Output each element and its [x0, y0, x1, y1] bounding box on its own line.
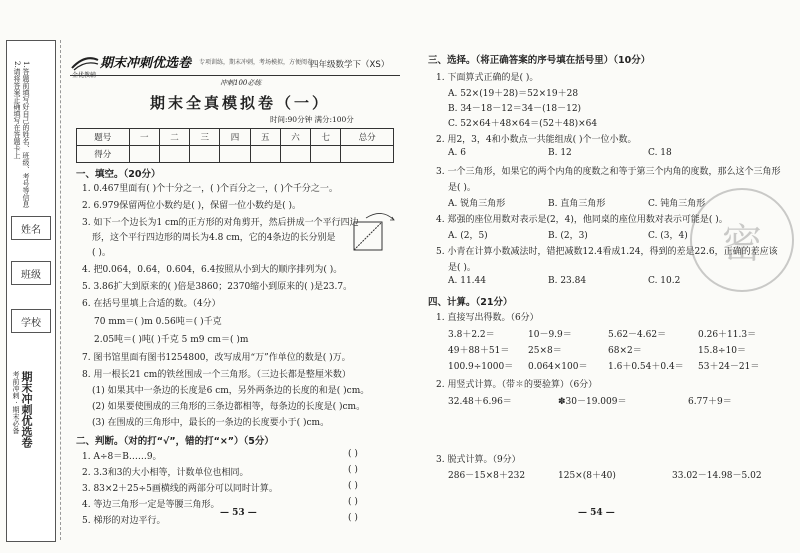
calc-item: 10－9.9＝	[528, 330, 572, 340]
question-5: 5. 3.86扩大到原来的( )倍是3860；2370缩小到原来的( )是23.7。	[82, 282, 353, 292]
score-input[interactable]	[341, 146, 394, 163]
judge-answer[interactable]: ( )	[348, 465, 358, 475]
calc-3-title: 3. 脱式计算。（9分）	[436, 455, 521, 465]
calc-item: 100.9÷1000＝	[448, 362, 514, 372]
choice-4-option-b: B. (2，3)	[548, 231, 588, 241]
vertical-calc-item: 6.77＋9＝	[688, 397, 732, 407]
score-cell: 三	[190, 129, 220, 146]
calc-1-title: 1. 直接写出得数。（6分）	[436, 313, 539, 323]
score-cell: 六	[280, 129, 310, 146]
judge-5: 5. 梯形的对边平行。	[82, 516, 166, 526]
calc-item: 49＋88＋51＝	[448, 346, 510, 356]
score-input[interactable]	[220, 146, 250, 163]
header-logo	[70, 48, 313, 74]
score-input[interactable]	[280, 146, 310, 163]
judge-answer[interactable]: ( )	[348, 481, 358, 491]
score-cell: 题号	[77, 129, 130, 146]
page-title: 期末全真模拟卷（一）	[150, 94, 331, 112]
note-1: 1.答题前填写好自己的姓名、班级、考号等信息	[22, 61, 30, 208]
time-score: 时间:90分钟 满分:100分	[270, 115, 354, 124]
judge-3: 3. 83×2＋25÷5画横线的两部分可以同时计算。	[82, 484, 278, 494]
score-input[interactable]	[311, 146, 341, 163]
stamp-text: 密	[722, 220, 762, 267]
judge-2: 2. 3.3和3的大小相等，计数单位也相同。	[82, 468, 249, 478]
class-field[interactable]	[11, 261, 51, 285]
calc-item: 0.26＋11.3＝	[698, 330, 757, 340]
binding-sub: 考前冲刺 · 期末必备	[12, 371, 20, 434]
slogan: 专项训练，期末冲刺，考场模拟，方便阅卷	[199, 58, 314, 66]
choice-4-option-a: A. (2，5)	[448, 231, 488, 241]
cut-line	[60, 40, 61, 540]
choice-1a: A. 52×(19＋28)＝52×19＋28	[448, 89, 579, 99]
score-cell: 五	[250, 129, 280, 146]
question-3a: 3. 如下一个边长为1 cm的正方形的对角剪开，然后拼成一个平行四边	[82, 218, 359, 228]
stepwise-calc-item: 125×(8＋40)	[558, 471, 616, 481]
choice-5-option-b: B. 23.84	[548, 276, 587, 286]
page-number-53: — 53 —	[220, 508, 257, 518]
book-icon	[70, 50, 100, 72]
note-2: 2.请将答案正确填写在答题卡上	[13, 61, 21, 159]
score-label: 得分	[77, 146, 130, 163]
calc-item: 3.8＋2.2＝	[448, 330, 495, 340]
calc-item: 25×8＝	[528, 346, 562, 356]
name-label: 姓名	[21, 224, 41, 236]
choice-1c: C. 52×64＋48×64＝(52＋48)×64	[448, 119, 598, 129]
stepwise-calc-item: 33.02－14.98－5.02	[672, 471, 762, 481]
score-input[interactable]	[250, 146, 280, 163]
choice-3-option-c: C. 钝角三角形	[648, 199, 706, 209]
question-3c: ( )。	[92, 248, 111, 258]
section-1-title: 一、填空。（20分）	[76, 169, 161, 180]
binding-brand: 期末冲刺优选卷	[20, 371, 33, 448]
publisher: 金优教辅	[72, 72, 97, 79]
choice-5-option-c: C. 10.2	[648, 276, 681, 286]
question-6b: 2.05吨＝( )吨( )千克 5 m9 cm＝( )m	[94, 335, 249, 345]
choice-4: 4. 郑强的座位用数对表示是(2，4)，他同桌的座位用数对表示可能是( )。	[436, 215, 728, 225]
choice-2-option-c: C. 18	[648, 148, 672, 158]
question-8: 8. 用一根长21 cm的铁丝围成一个三角形。（三边长都是整厘米数）	[82, 370, 351, 380]
grade-tag: 四年级数学下（XS）	[310, 60, 390, 70]
question-8b: (2) 如果要使围成的三角形的三条边都相等，每条边的长度是( )cm。	[92, 402, 366, 412]
calc-item: 5.62－4.62＝	[608, 330, 667, 340]
question-3b: 形，这个平行四边形的周长为4.8 cm，它的4条边的长分别是	[92, 233, 336, 243]
score-table	[76, 128, 394, 163]
judge-answer[interactable]: ( )	[348, 449, 358, 459]
calc-item: 68×2＝	[608, 346, 642, 356]
question-8a: (1) 如果其中一条边的长度是6 cm，另外两条边的长度的和是( )cm。	[92, 386, 370, 396]
judge-answer[interactable]: ( )	[348, 513, 358, 523]
choice-5-option-a: A. 11.44	[448, 276, 486, 286]
page-number-54: — 54 —	[578, 508, 615, 518]
score-cell: 总分	[341, 129, 394, 146]
confidential-stamp	[690, 188, 794, 292]
choice-1: 1. 下面算式正确的是( )。	[436, 73, 539, 83]
exam-notes	[12, 61, 30, 221]
question-4: 4. 把0.064，0.64，0.604，6.4按照从小到大的顺序排列为( )。	[82, 265, 343, 275]
question-6: 6. 在括号里填上合适的数。（4分）	[82, 299, 221, 309]
judge-1: 1. A÷8＝B……9。	[82, 452, 162, 462]
question-6a: 70 mm＝( )m 0.56吨＝( )千克	[94, 317, 222, 327]
question-2: 2. 6.979保留两位小数约是( )，保留一位小数约是( )。	[82, 201, 301, 211]
score-cell: 四	[220, 129, 250, 146]
motto: 冲刺100必练	[220, 79, 262, 87]
school-field[interactable]	[11, 309, 51, 333]
page-53	[70, 44, 400, 524]
section-3-title: 三、选择。（将正确答案的序号填在括号里）（10分）	[428, 55, 651, 66]
choice-1b: B. 34－18－12＝34－(18－12)	[448, 104, 582, 114]
vertical-calc-item: 32.48＋6.96＝	[448, 397, 512, 407]
choice-5b: 是( )。	[448, 263, 476, 273]
logo-text: 期末冲刺优选卷	[100, 55, 192, 71]
choice-3-option-b: B. 直角三角形	[548, 199, 606, 209]
calc-2-title: 2. 用竖式计算。（带✽的要验算）（6分）	[436, 380, 598, 390]
score-input[interactable]	[129, 146, 159, 163]
question-7: 7. 图书馆里面有图书1254800，改写成用“万”作单位的数是( )万。	[82, 353, 351, 363]
vertical-calc-item: ✽30－19.009＝	[558, 397, 627, 407]
choice-3a: 3. 一个三角形，如果它的两个内角的度数之和等于第三个内角的度数，那么这个三角形	[436, 167, 781, 177]
calc-item: 15.8÷10＝	[698, 346, 747, 356]
score-input[interactable]	[190, 146, 220, 163]
choice-2: 2. 用2，3，4和小数点一共能组成( )个一位小数。	[436, 135, 637, 145]
square-diagram	[352, 208, 398, 252]
header-rule	[70, 75, 400, 76]
choice-4-option-c: C. (3，4)	[648, 231, 688, 241]
calc-item: 0.064×100＝	[528, 362, 588, 372]
class-label: 班级	[21, 269, 41, 281]
score-cell: 二	[159, 129, 189, 146]
school-label: 学校	[21, 317, 41, 329]
score-cell: 一	[129, 129, 159, 146]
section-2-title: 二、判断。（对的打“√”，错的打“×”）（5分）	[76, 436, 274, 447]
score-input[interactable]	[159, 146, 189, 163]
choice-2-option-a: A. 6	[448, 148, 466, 158]
score-value-row	[77, 146, 394, 163]
calc-item: 1.6＋0.54＋0.4＝	[608, 362, 684, 372]
choice-5a: 5. 小青在计算小数减法时，错把减数12.4看成1.24，得到的差是22.6，正确的差应该	[436, 247, 778, 257]
judge-answer[interactable]: ( )	[348, 497, 358, 507]
judge-4: 4. 等边三角形一定是等腰三角形。	[82, 500, 220, 510]
score-cell: 七	[311, 129, 341, 146]
question-1: 1. 0.467里面有( )个十分之一，( )个百分之一，( )个千分之一。	[82, 184, 338, 194]
choice-2-option-b: B. 12	[548, 148, 572, 158]
name-field[interactable]	[11, 216, 51, 240]
score-header-row	[77, 129, 394, 146]
binding-strip	[6, 40, 56, 542]
question-8c: (3) 在围成的三角形中，最长的一条边的长度要小于( )cm。	[92, 418, 330, 428]
stepwise-calc-item: 286－15×8＋232	[448, 471, 526, 481]
choice-3b: 是( )。	[448, 183, 476, 193]
section-4-title: 四、计算。（21分）	[428, 297, 513, 308]
choice-3-option-a: A. 锐角三角形	[448, 199, 506, 209]
calc-item: 53＋24－21＝	[698, 362, 760, 372]
